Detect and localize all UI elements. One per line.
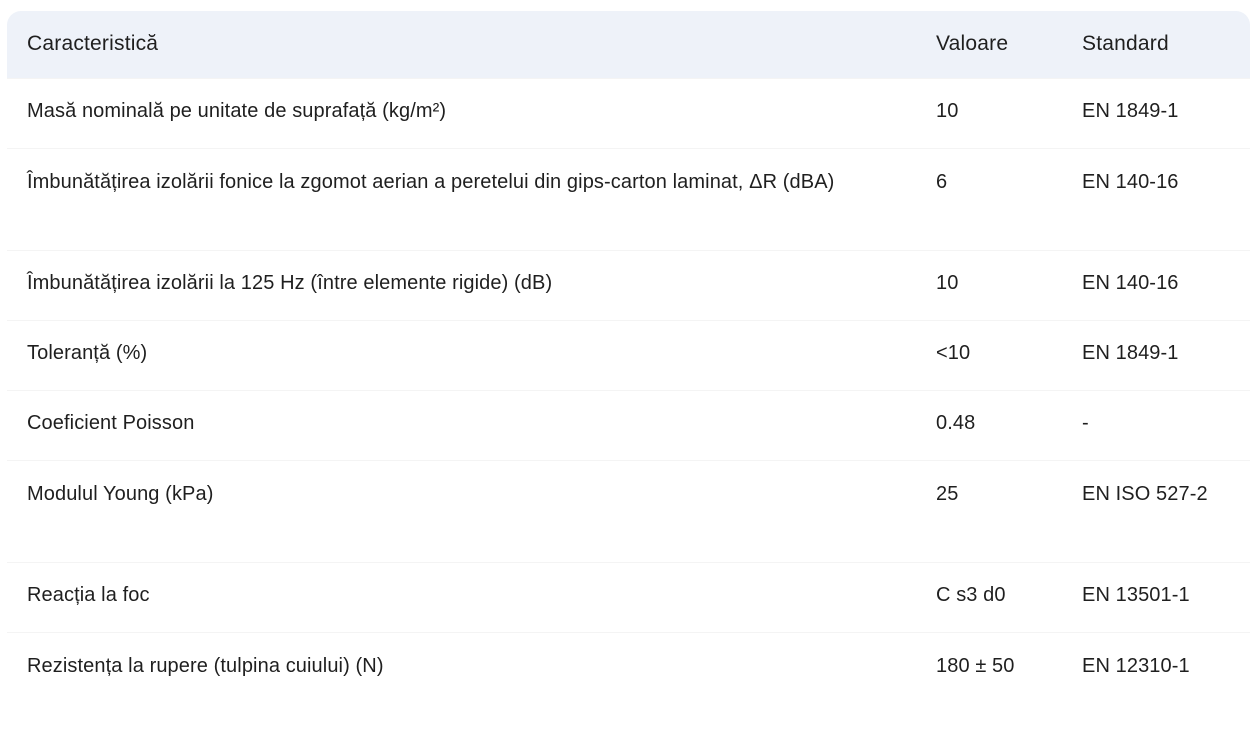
table-body [7, 78, 1250, 732]
cell-value: 25 [936, 482, 959, 505]
cell-standard: - [1082, 411, 1089, 434]
cell-characteristic: Modulul Young (kPa) [27, 482, 214, 505]
cell-characteristic: Rezistența la rupere (tulpina cuiului) (N) [27, 654, 384, 677]
table-row [7, 78, 1250, 148]
table-row [7, 390, 1250, 460]
table-row [7, 148, 1250, 250]
cell-standard: EN 13501-1 [1082, 583, 1190, 606]
header-value: Valoare [936, 32, 1009, 56]
cell-standard: EN 140-16 [1082, 271, 1179, 294]
cell-value: <10 [936, 341, 971, 364]
header-row [7, 11, 1250, 78]
specifications-table-container [7, 11, 1250, 732]
specifications-table [7, 11, 1250, 732]
cell-characteristic: Îmbunătățirea izolării la 125 Hz (între elemente rigide) (dB) [27, 271, 553, 294]
cell-value: 10 [936, 271, 959, 294]
cell-value: 10 [936, 99, 959, 122]
cell-standard: EN 1849-1 [1082, 99, 1179, 122]
table-row [7, 320, 1250, 390]
cell-value: 0.48 [936, 411, 976, 434]
cell-standard: EN 12310-1 [1082, 654, 1190, 677]
cell-characteristic: Îmbunătățirea izolării fonice la zgomot aerian a peretelui din gips-carton laminat, ΔR (dBA) [27, 170, 835, 193]
cell-value: C s3 d0 [936, 583, 1006, 606]
table-row [7, 460, 1250, 562]
cell-characteristic: Coeficient Poisson [27, 411, 195, 434]
table-row [7, 632, 1250, 732]
cell-standard: EN 1849-1 [1082, 341, 1179, 364]
cell-value: 180 ± 50 [936, 654, 1015, 677]
cell-characteristic: Reacția la foc [27, 583, 150, 606]
cell-standard: EN ISO 527-2 [1082, 482, 1208, 505]
cell-characteristic: Masă nominală pe unitate de suprafață (kg/m²) [27, 99, 447, 122]
header-characteristic: Caracteristică [27, 32, 159, 56]
cell-standard: EN 140-16 [1082, 170, 1179, 193]
cell-value: 6 [936, 170, 948, 193]
header-standard: Standard [1082, 32, 1169, 56]
table-header [7, 11, 1250, 78]
table-row [7, 250, 1250, 320]
cell-characteristic: Toleranță (%) [27, 341, 148, 364]
table-row [7, 562, 1250, 632]
